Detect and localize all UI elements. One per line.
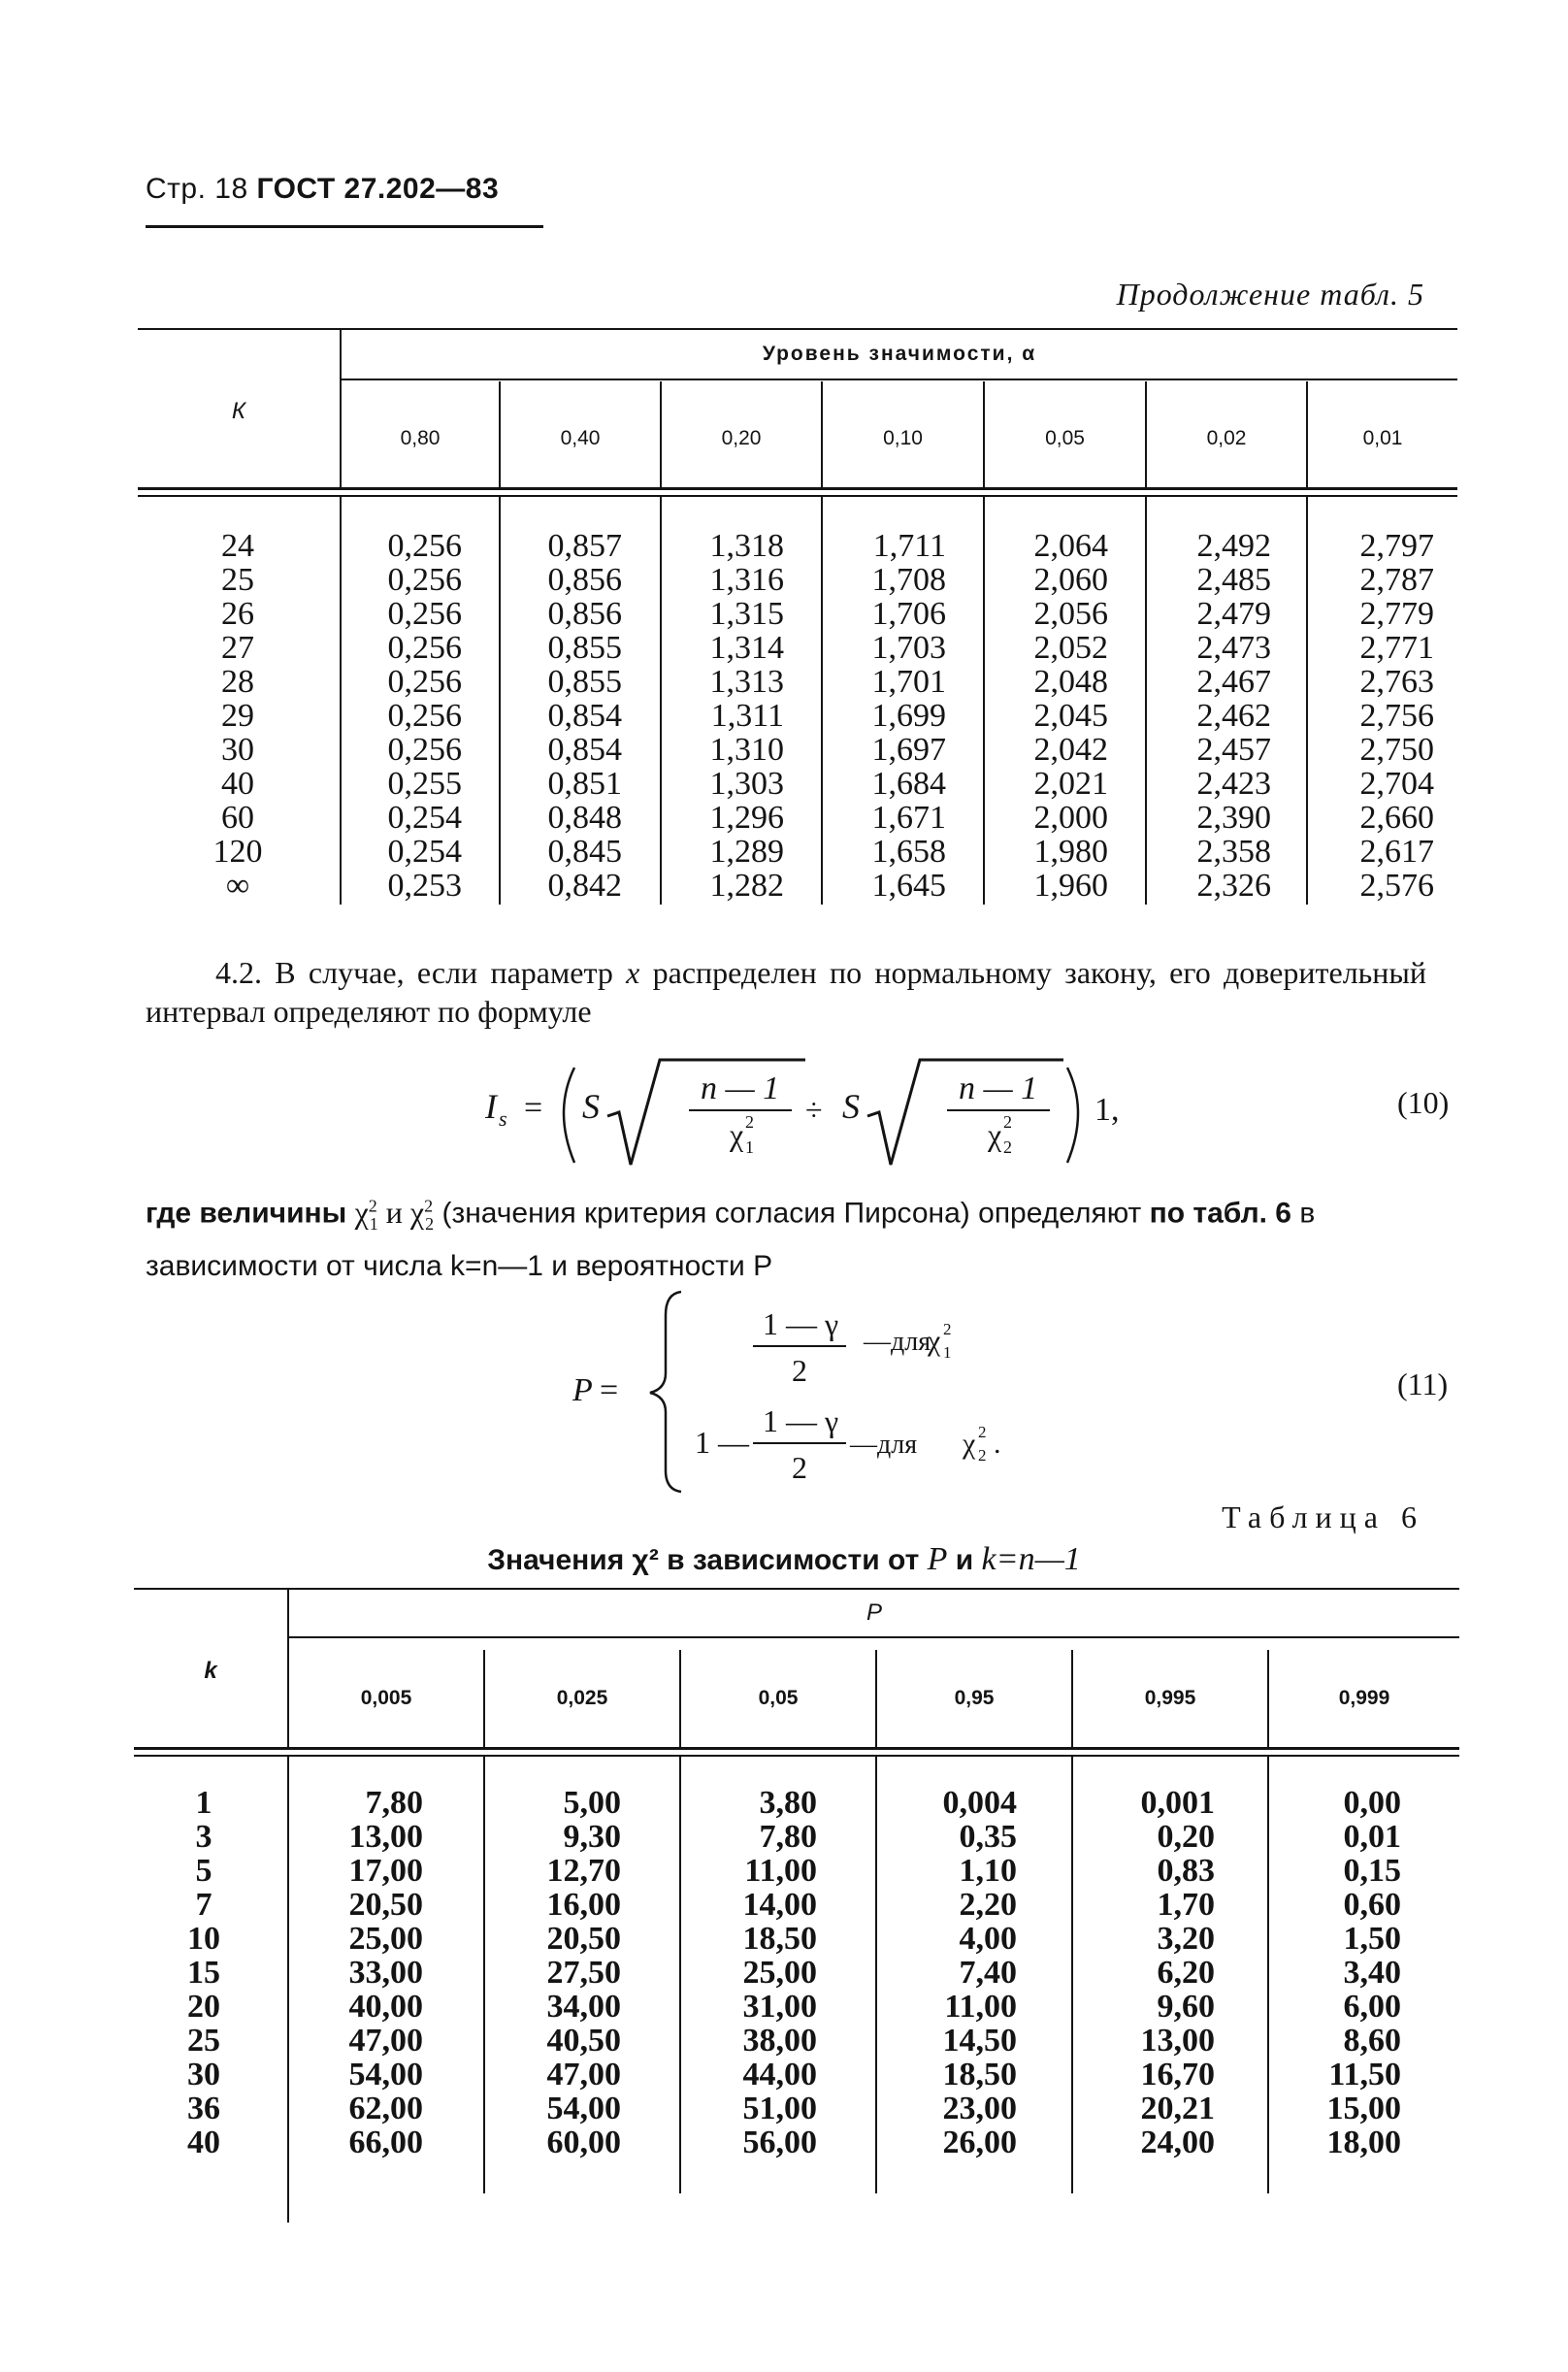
table6-cell: 11,50 (1328, 2057, 1401, 2092)
table5-data-column (349, 529, 462, 903)
table5-cell: 2,056 (1033, 596, 1108, 632)
table6-cell: 0,01 (1343, 1819, 1401, 1855)
table5-head-rule (138, 487, 1457, 490)
table5-col-header: 0,40 (560, 427, 601, 449)
table6-cell: 0,60 (1343, 1887, 1401, 1923)
table5-cell: 1,711 (872, 528, 946, 564)
table6-cell: 1,10 (959, 1853, 1017, 1889)
svg-text:÷: ÷ (805, 1092, 823, 1127)
table5-group-rule (340, 379, 1457, 380)
table5-cell: 2,052 (1033, 630, 1108, 666)
table5-data-column (1153, 529, 1271, 903)
svg-text:=: = (524, 1090, 543, 1126)
table5-cell: 1,296 (709, 800, 784, 836)
formula-10 (485, 1048, 1164, 1174)
formula-text: —для (864, 1327, 931, 1357)
table6-title-text: и (947, 1544, 982, 1576)
table5-cell: 0,256 (387, 596, 462, 632)
svg-text:P: P (572, 1372, 593, 1408)
table6-cell: 17,00 (348, 1853, 423, 1889)
table6-cell: 26,00 (942, 2125, 1017, 2160)
table6-col-header: 0,999 (1338, 1687, 1390, 1709)
table5-cell: 2,704 (1359, 766, 1434, 802)
paragraph-chi-values: где величины $\chi^2_1$ и $\chi^2_2$ (значения критерия согласия Пирсона) определяют по табл. 6 в зависимости от числа k=n—1 и вероятности P (146, 1194, 1316, 1283)
table5-cell: 2,485 (1196, 562, 1271, 598)
table6-cell: 3,20 (1157, 1921, 1215, 1957)
table5-cell: 2,045 (1033, 698, 1108, 734)
table6-data-column (1296, 1786, 1401, 2159)
table5-cell: 1,316 (709, 562, 784, 598)
table6-vline (483, 1757, 485, 2193)
table6-cell: 18,50 (942, 2057, 1017, 2092)
table-reference: по табл. 6 (1149, 1197, 1291, 1230)
svg-text:S: S (582, 1087, 600, 1126)
table6-cell: 12,70 (546, 1853, 621, 1889)
table5-cell: 2,060 (1033, 562, 1108, 598)
table6-k-header: k (204, 1658, 217, 1684)
table6-vline (287, 1757, 289, 2223)
table6-vline (1267, 1757, 1269, 2193)
table5-vline (1145, 497, 1147, 905)
svg-text:1: 1 (745, 1137, 754, 1157)
svg-text:2: 2 (978, 1446, 987, 1465)
table5-k-cell: 25 (221, 562, 254, 598)
table5-cell: 0,255 (387, 766, 462, 802)
table5-k-cell: 24 (221, 528, 254, 564)
table5-cell: 0,842 (547, 868, 622, 904)
table5-cell: 0,848 (547, 800, 622, 836)
svg-text:=: = (600, 1372, 619, 1408)
table6-cell: 15,00 (1326, 2091, 1401, 2126)
table5-k-cell: ∞ (225, 868, 250, 904)
table5-cell: 2,048 (1033, 664, 1108, 700)
table5-k-cell: 28 (221, 664, 254, 700)
table6-cell: 2,20 (959, 1887, 1017, 1923)
table6-vline (875, 1757, 877, 2193)
table6-cell: 0,00 (1343, 1785, 1401, 1821)
table6-k-cell: 7 (195, 1887, 212, 1923)
table6-col-header: 0,025 (556, 1687, 608, 1709)
standard-code: ГОСТ 27.202—83 (256, 173, 500, 205)
table5-cell: 0,854 (547, 698, 622, 734)
table6-k-column (165, 1786, 243, 2159)
table6-cell: 47,00 (546, 2057, 621, 2092)
svg-text:2: 2 (1003, 1137, 1012, 1157)
paragraph-text: 4.2. В случае, если параметр (215, 955, 627, 990)
table5-vline (340, 497, 342, 905)
table6-k-cell: 1 (195, 1785, 212, 1821)
table6-cell: 20,21 (1140, 2091, 1215, 2126)
table6-col-header: 0,95 (954, 1687, 995, 1709)
table5-data-column (670, 529, 784, 903)
table6-cell: 16,70 (1140, 2057, 1215, 2092)
table6-cell: 0,001 (1140, 1785, 1215, 1821)
table5-cell: 2,423 (1196, 766, 1271, 802)
svg-text:2: 2 (792, 1353, 807, 1388)
table5-cell: 2,617 (1359, 834, 1434, 870)
table5-k-header: К (231, 398, 246, 424)
table6-cell: 11,00 (744, 1853, 817, 1889)
table5-k-cell: 60 (221, 800, 254, 836)
table5-data-column (509, 529, 622, 903)
table6-cell: 14,00 (742, 1887, 817, 1923)
table6-cell: 60,00 (546, 2125, 621, 2160)
table5-col-header: 0,02 (1206, 427, 1247, 449)
svg-text:1,: 1, (1094, 1092, 1120, 1128)
table5-cell: 2,021 (1033, 766, 1108, 802)
paragraph-text: распределен по нормальному закону, его доверительный интервал определяют по формуле (146, 955, 1427, 1029)
table6-cell: 54,00 (348, 2057, 423, 2092)
table5-cell: 1,699 (871, 698, 946, 734)
table6-cell: 3,80 (759, 1785, 817, 1821)
table5-cell: 0,851 (547, 766, 622, 802)
table5-group-header: Уровень значимости, α (762, 343, 1037, 365)
table6-cell: 20,50 (546, 1921, 621, 1957)
table5-cell: 2,473 (1196, 630, 1271, 666)
table5-cell: 1,282 (709, 868, 784, 904)
table6-k-cell: 3 (195, 1819, 212, 1855)
table5-vline (499, 497, 501, 905)
page-header (146, 173, 499, 206)
table6-cell: 1,70 (1157, 1887, 1215, 1923)
table6-cell: 33,00 (348, 1955, 423, 1991)
table6-title (0, 1541, 1568, 1578)
svg-text:1 —: 1 — (695, 1425, 749, 1460)
svg-text:n — 1: n — 1 (701, 1071, 780, 1106)
table6-data-column (1096, 1786, 1215, 2159)
table6-group-header: P (866, 1599, 882, 1626)
table6-data-column (320, 1786, 423, 2159)
table5-cell: 1,315 (709, 596, 784, 632)
svg-text:2: 2 (792, 1450, 807, 1485)
table5-cell: 1,701 (871, 664, 946, 700)
table6-k-cell: 25 (187, 2023, 220, 2059)
table5-cell: 0,253 (387, 868, 462, 904)
table6-k-cell: 36 (187, 2091, 220, 2126)
table5-k-cell: 120 (212, 834, 263, 870)
table5-cell: 0,256 (387, 732, 462, 768)
table6-cell: 8,60 (1343, 2023, 1401, 2059)
table6-cell: 11,00 (944, 1989, 1017, 2025)
table5-cell: 2,390 (1196, 800, 1271, 836)
table5-cell: 0,855 (547, 664, 622, 700)
table5-continuation-label: Продолжение табл. 5 (1116, 277, 1424, 312)
table6-cell: 6,20 (1157, 1955, 1215, 1991)
table6-cell: 47,00 (348, 2023, 423, 2059)
table5-cell: 0,256 (387, 698, 462, 734)
table5-cell: 1,980 (1033, 834, 1108, 870)
paragraph-text: в зависимости от числа k=n—1 и вероятности P (146, 1197, 1316, 1283)
table6-k-cell: 15 (187, 1955, 220, 1991)
table5-cell: 1,314 (709, 630, 784, 666)
table6-group-rule (287, 1636, 1459, 1638)
table5-cell: 2,750 (1359, 732, 1434, 768)
table5-cell: 2,462 (1196, 698, 1271, 734)
table6-cell: 44,00 (742, 2057, 817, 2092)
table5-cell: 1,706 (871, 596, 946, 632)
svg-text:S: S (842, 1087, 860, 1126)
table6-k-cell: 10 (187, 1921, 220, 1957)
svg-text:2: 2 (978, 1423, 987, 1441)
table5-cell: 1,671 (871, 800, 946, 836)
table6-cell: 25,00 (348, 1921, 423, 1957)
table5-vline (1306, 497, 1308, 905)
svg-text:χ: χ (963, 1428, 976, 1460)
table5-cell: 0,254 (387, 800, 462, 836)
table5-cell: 1,303 (709, 766, 784, 802)
table6-cell: 16,00 (546, 1887, 621, 1923)
table6-cell: 27,50 (546, 1955, 621, 1991)
table6-cell: 40,00 (348, 1989, 423, 2025)
table6-cell: 0,83 (1157, 1853, 1215, 1889)
table6-cell: 7,40 (959, 1955, 1017, 1991)
table5-cell: 0,845 (547, 834, 622, 870)
table6-cell: 9,60 (1157, 1989, 1215, 2025)
table6-k-cell: 40 (187, 2125, 220, 2160)
page-number: Стр. 18 (146, 173, 248, 205)
table6-k-cell: 30 (187, 2057, 220, 2092)
table5-k-column (194, 529, 281, 903)
table5-data-column (830, 529, 946, 903)
table6-cell: 54,00 (546, 2091, 621, 2126)
table6-cell: 6,00 (1343, 1989, 1401, 2025)
table5-cell: 0,856 (547, 596, 622, 632)
svg-text:1 — γ: 1 — γ (763, 1306, 839, 1341)
svg-text:2: 2 (745, 1112, 754, 1132)
table5-col-header: 0,20 (721, 427, 762, 449)
table5-cell: 2,779 (1359, 596, 1434, 632)
svg-text:n — 1: n — 1 (959, 1071, 1038, 1106)
table5-cell: 2,756 (1359, 698, 1434, 734)
table5-cell: 0,857 (547, 528, 622, 564)
formula-11 (572, 1286, 1116, 1495)
table5-cell: 1,313 (709, 664, 784, 700)
table5-cell: 1,684 (871, 766, 946, 802)
table6-cell: 31,00 (742, 1989, 817, 2025)
svg-text:2: 2 (1003, 1112, 1012, 1132)
svg-text:s: s (499, 1106, 507, 1131)
svg-text:.: . (994, 1428, 1001, 1460)
table5-cell: 0,855 (547, 630, 622, 666)
table6-vline (679, 1757, 681, 2193)
table6-data-column (708, 1786, 817, 2159)
paragraph-text: (значения критерия согласия Пирсона) определяют (434, 1197, 1150, 1230)
table6-cell: 14,50 (942, 2023, 1017, 2059)
table5-cell: 0,254 (387, 834, 462, 870)
table6-cell: 40,50 (546, 2023, 621, 2059)
table5-cell: 1,960 (1033, 868, 1108, 904)
table5-k-cell: 30 (221, 732, 254, 768)
table5-cell: 2,479 (1196, 596, 1271, 632)
table6-title-var: k=n—1 (981, 1541, 1081, 1577)
svg-text:χ: χ (730, 1117, 744, 1152)
table6-cell: 18,00 (1326, 2125, 1401, 2160)
table6-cell: 23,00 (942, 2091, 1017, 2126)
table5-head-rule-2 (138, 495, 1457, 497)
table6-cell: 18,50 (742, 1921, 817, 1957)
table5-k-cell: 29 (221, 698, 254, 734)
table6-cell: 0,20 (1157, 1819, 1215, 1855)
table6-cell: 5,00 (563, 1785, 621, 1821)
table6-head-rule-2 (134, 1755, 1459, 1757)
table5-k-cell: 26 (221, 596, 254, 632)
table5-cell: 2,457 (1196, 732, 1271, 768)
table5-cell: 1,703 (871, 630, 946, 666)
table5-col-header: 0,05 (1045, 427, 1085, 449)
table5-cell: 2,660 (1359, 800, 1434, 836)
table5-cell: 1,708 (871, 562, 946, 598)
table5-cell: 0,256 (387, 562, 462, 598)
table5-k-cell: 27 (221, 630, 254, 666)
table5-cell: 2,467 (1196, 664, 1271, 700)
table6-col-header: 0,05 (758, 1687, 799, 1709)
table6-head-rule (134, 1747, 1459, 1750)
table5-cell: 2,797 (1359, 528, 1434, 564)
paragraph-text: где величины (146, 1197, 355, 1230)
table6-k-cell: 5 (195, 1853, 212, 1889)
table5-col-header: 0,01 (1362, 427, 1403, 449)
table6-cell: 7,80 (759, 1819, 817, 1855)
variable-x: x (626, 955, 640, 990)
table6-cell: 0,35 (959, 1819, 1017, 1855)
table6-title-text: Значения χ² в зависимости от (487, 1544, 928, 1576)
equation-number-11: (11) (1397, 1367, 1449, 1401)
table6-cell: 1,50 (1343, 1921, 1401, 1957)
table5-cell: 2,492 (1196, 528, 1271, 564)
table5-cell: 2,576 (1359, 868, 1434, 904)
table5-cell: 1,289 (709, 834, 784, 870)
table6-cell: 38,00 (742, 2023, 817, 2059)
table5-vline (821, 497, 823, 905)
table6-cell: 0,15 (1343, 1853, 1401, 1889)
table6-cell: 7,80 (365, 1785, 423, 1821)
svg-text:2: 2 (943, 1320, 952, 1338)
table5-k-cell: 40 (221, 766, 254, 802)
table5-data-column (990, 529, 1108, 903)
svg-text:—для: —для (850, 1430, 918, 1460)
table6-col-header: 0,005 (360, 1687, 412, 1709)
table5-vline (983, 497, 985, 905)
table6-cell: 24,00 (1140, 2125, 1215, 2160)
table5-data-column (1314, 529, 1434, 903)
svg-text:1 — γ: 1 — γ (763, 1403, 839, 1438)
table5-cell: 2,326 (1196, 868, 1271, 904)
table5-cell: 2,064 (1033, 528, 1108, 564)
table5-vline (660, 497, 662, 905)
table6-col-header: 0,995 (1144, 1687, 1196, 1709)
table5-top-rule (138, 328, 1457, 330)
svg-text:χ: χ (988, 1117, 1002, 1152)
svg-text:χ: χ (928, 1325, 941, 1357)
table5-cell: 0,256 (387, 528, 462, 564)
table5-cell: 0,854 (547, 732, 622, 768)
table5-cell: 1,645 (871, 868, 946, 904)
table6-vline (1071, 1757, 1073, 2193)
table5-cell: 0,256 (387, 664, 462, 700)
table5-cell: 1,658 (871, 834, 946, 870)
equation-number-10: (10) (1397, 1085, 1450, 1120)
table5-cell: 0,856 (547, 562, 622, 598)
table6-cell: 66,00 (348, 2125, 423, 2160)
table6-cell: 13,00 (1140, 2023, 1215, 2059)
table5-cell: 2,000 (1033, 800, 1108, 836)
table6-cell: 0,004 (942, 1785, 1017, 1821)
table5-cell: 2,787 (1359, 562, 1434, 598)
table6-cell: 3,40 (1343, 1955, 1401, 1991)
table6-data-column (902, 1786, 1017, 2159)
table6-cell: 62,00 (348, 2091, 423, 2126)
table5-cell: 1,697 (871, 732, 946, 768)
svg-text:I: I (485, 1087, 497, 1126)
table6-cell: 13,00 (348, 1819, 423, 1855)
table5-cell: 1,318 (709, 528, 784, 564)
table5-cell: 2,771 (1359, 630, 1434, 666)
table5-col-header: 0,10 (883, 427, 923, 449)
table5-cell: 1,310 (709, 732, 784, 768)
table6-cell: 51,00 (742, 2091, 817, 2126)
table5-cell: 2,042 (1033, 732, 1108, 768)
table6-cell: 25,00 (742, 1955, 817, 1991)
table6-cell: 9,30 (563, 1819, 621, 1855)
table6-cell: 20,50 (348, 1887, 423, 1923)
header-rule (146, 225, 543, 228)
table6-cell: 56,00 (742, 2125, 817, 2160)
table6-data-column (514, 1786, 621, 2159)
table5-cell: 0,256 (387, 630, 462, 666)
table6-top-rule (134, 1588, 1459, 1590)
table6-cell: 4,00 (959, 1921, 1017, 1957)
table5-cell: 2,358 (1196, 834, 1271, 870)
table6-title-var: P (927, 1541, 948, 1577)
table6-cell: 34,00 (546, 1989, 621, 2025)
paragraph-4-2 (146, 953, 1426, 1031)
table6-k-cell: 20 (187, 1989, 220, 2025)
svg-text:1: 1 (943, 1343, 952, 1362)
table6-label: Таблица 6 (1222, 1499, 1424, 1534)
table5-cell: 1,311 (710, 698, 784, 734)
table5-col-header: 0,80 (400, 427, 441, 449)
table5-cell: 2,763 (1359, 664, 1434, 700)
